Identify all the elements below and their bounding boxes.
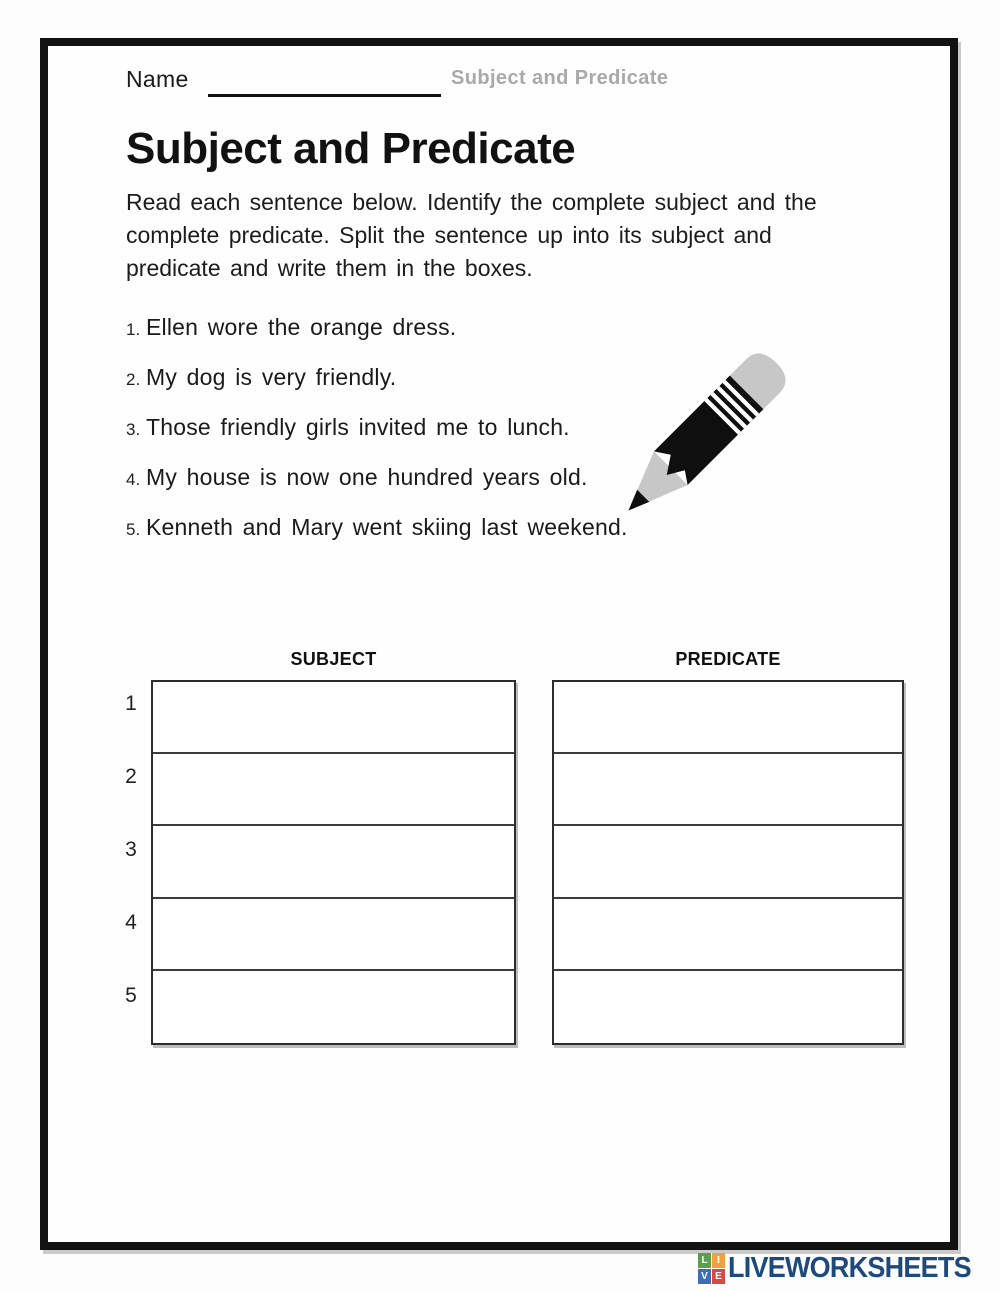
row-number: 3 xyxy=(125,838,137,861)
sentence-text: My dog is very friendly. xyxy=(146,364,397,390)
subject-answer-cell-2[interactable] xyxy=(153,754,514,826)
subject-answer-cell-3[interactable] xyxy=(153,826,514,898)
sentence-item-4 xyxy=(126,464,686,491)
worksheet-frame xyxy=(40,38,958,1250)
page-title: Subject and Predicate xyxy=(126,124,576,173)
predicate-answer-cell-2[interactable] xyxy=(554,754,902,826)
row-number: 4 xyxy=(125,911,137,934)
logo-square-e: E xyxy=(712,1269,725,1284)
pencil-icon xyxy=(606,343,796,533)
predicate-answer-cell-4[interactable] xyxy=(554,899,902,971)
corner-title: Subject and Predicate xyxy=(451,67,669,89)
sentence-item-1 xyxy=(126,314,686,341)
row-number: 5 xyxy=(125,984,137,1007)
name-label: Name xyxy=(126,66,189,92)
predicate-answer-cell-5[interactable] xyxy=(554,971,902,1043)
subject-answer-cell-1[interactable] xyxy=(153,682,514,754)
logo-square-l: L xyxy=(698,1253,711,1268)
name-blank-line xyxy=(208,94,441,97)
predicate-table-header: PREDICATE xyxy=(675,649,781,669)
row-number: 2 xyxy=(125,765,137,788)
sentence-number: 3. xyxy=(126,420,141,439)
liveworksheets-logo-icon xyxy=(698,1253,725,1284)
sentence-item-2 xyxy=(126,364,686,391)
sentence-text: Kenneth and Mary went skiing last weekend. xyxy=(146,514,628,540)
instructions-line: complete predicate. Split the sentence up into its subject and xyxy=(126,222,772,248)
sentence-number: 4. xyxy=(126,470,141,489)
liveworksheets-logo[interactable] xyxy=(698,1252,989,1285)
instructions-line: predicate and write them in the boxes. xyxy=(126,255,533,281)
subject-answer-cell-4[interactable] xyxy=(153,899,514,971)
subject-answer-cell-5[interactable] xyxy=(153,971,514,1043)
row-number: 1 xyxy=(125,692,137,715)
sentence-item-5 xyxy=(126,514,686,541)
subject-table-header: SUBJECT xyxy=(290,649,377,669)
row-number-column xyxy=(118,680,144,1045)
instructions-line: Read each sentence below. Identify the complete subject and the xyxy=(126,189,817,215)
logo-square-i: I xyxy=(712,1253,725,1268)
predicate-answer-cell-1[interactable] xyxy=(554,682,902,754)
sentence-number: 5. xyxy=(126,520,141,539)
sentence-text: Those friendly girls invited me to lunch. xyxy=(146,414,570,440)
sentence-item-3 xyxy=(126,414,686,441)
subject-answer-table xyxy=(151,680,516,1045)
instructions xyxy=(126,186,846,285)
sentence-text: My house is now one hundred years old. xyxy=(146,464,588,490)
liveworksheets-wordmark: LIVEWORKSHEETS xyxy=(728,1252,971,1284)
sentence-list xyxy=(126,314,686,564)
logo-square-v: V xyxy=(698,1269,711,1284)
predicate-answer-table xyxy=(552,680,904,1045)
predicate-answer-cell-3[interactable] xyxy=(554,826,902,898)
sentence-text: Ellen wore the orange dress. xyxy=(146,314,457,340)
sentence-number: 1. xyxy=(126,320,141,339)
sentence-number: 2. xyxy=(126,370,141,389)
